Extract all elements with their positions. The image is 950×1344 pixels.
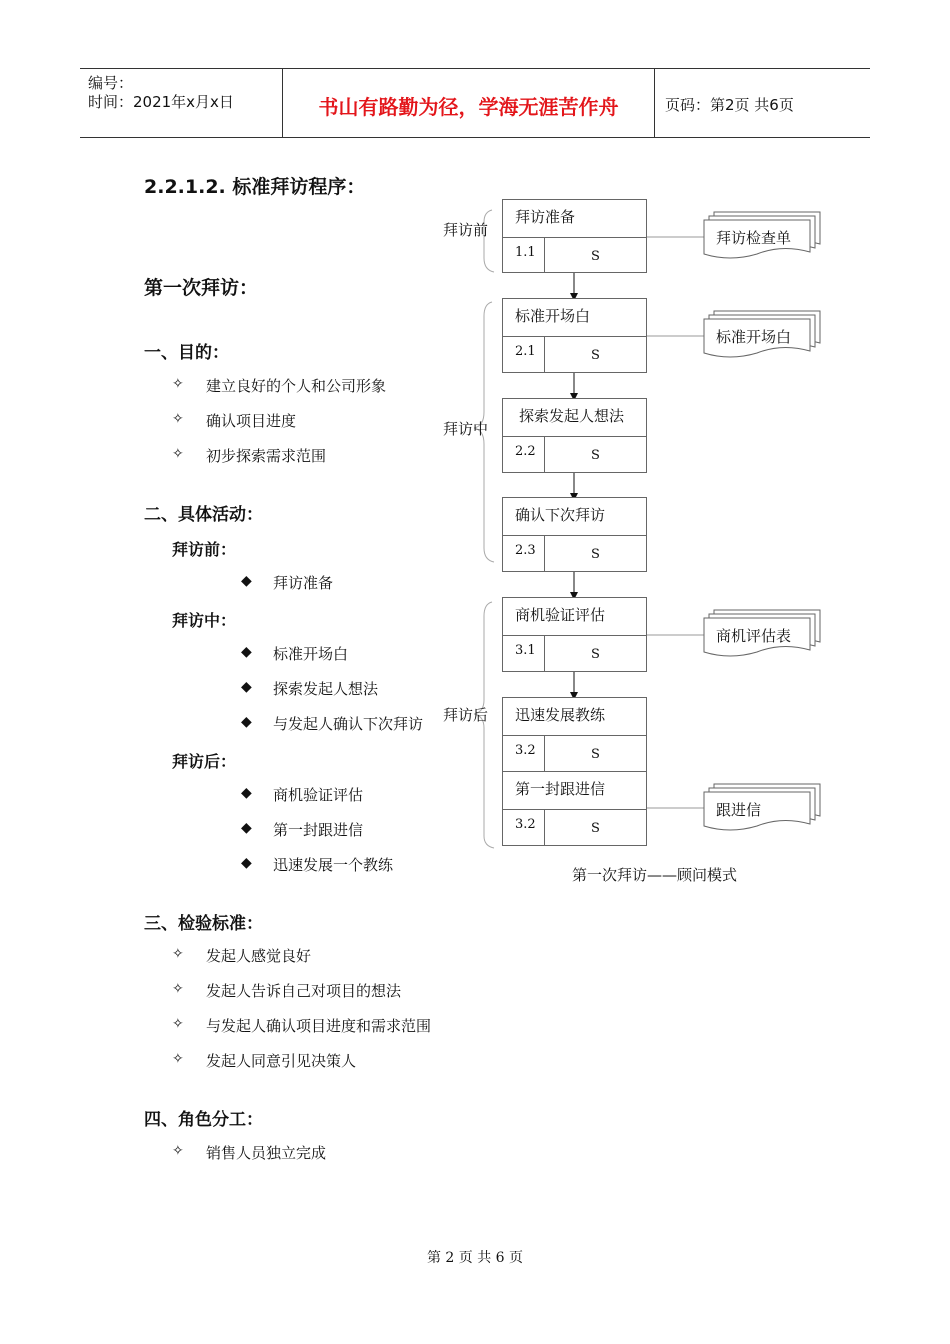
bullet-hollow: ✧	[172, 981, 184, 997]
bullet-hollow: ✧	[172, 1016, 184, 1032]
process-role: S	[591, 348, 600, 363]
bullet-solid: ◆	[241, 644, 252, 660]
bracket-after	[474, 602, 494, 848]
process-box	[502, 298, 647, 373]
process-box	[502, 597, 647, 672]
during-label: 拜访中：	[172, 611, 237, 630]
process-title: 标准开场白	[515, 307, 591, 325]
process-number: 2.3	[515, 543, 536, 558]
bullet-solid: ◆	[241, 573, 252, 589]
number-label: 编号：	[88, 74, 134, 92]
after-item: 第一封跟进信	[273, 821, 364, 839]
bullet-solid: ◆	[241, 855, 252, 871]
process-box	[502, 697, 647, 772]
bullet-hollow: ✧	[172, 946, 184, 962]
during-item: 探索发起人想法	[273, 680, 379, 698]
section-title: 2.2.1.2. 标准拜访程序：	[144, 176, 366, 198]
process-number: 3.2	[515, 743, 536, 758]
process-number: 3.1	[515, 643, 536, 658]
roles-item: 销售人员独立完成	[206, 1144, 327, 1162]
phase-label-after: 拜访后	[443, 706, 489, 724]
standards-item: 发起人感觉良好	[206, 947, 312, 965]
process-number: 1.1	[515, 245, 536, 260]
bullet-solid: ◆	[241, 679, 252, 695]
process-title: 确认下次拜访	[515, 506, 606, 524]
first-visit-title: 第一次拜访：	[144, 277, 259, 299]
standards-item: 与发起人确认项目进度和需求范围	[206, 1017, 432, 1035]
motto: 书山有路勤为径，学海无涯苦作舟	[318, 95, 619, 119]
after-item: 迅速发展一个教练	[273, 856, 394, 874]
activities-heading: 二、具体活动：	[144, 505, 263, 525]
after-label: 拜访后：	[172, 752, 237, 771]
process-box	[502, 497, 647, 572]
process-title: 拜访准备	[515, 208, 576, 226]
process-title: 迅速发展教练	[515, 706, 606, 724]
bullet-solid: ◆	[241, 785, 252, 801]
process-role: S	[591, 249, 600, 264]
process-box	[502, 771, 647, 846]
roles-heading: 四、角色分工：	[144, 1110, 263, 1130]
document-label: 标准开场白	[716, 328, 792, 346]
process-title: 探索发起人想法	[519, 407, 625, 425]
phase-label-during: 拜访中	[443, 420, 489, 438]
bullet-hollow: ✧	[172, 1051, 184, 1067]
process-role: S	[591, 747, 600, 762]
page-label: 页码：第2页 共6页	[665, 96, 794, 114]
bullet-solid: ◆	[241, 820, 252, 836]
purpose-heading: 一、目的：	[144, 343, 229, 363]
page-footer: 第 2 页 共 6 页	[426, 1250, 524, 1266]
standards-item: 发起人告诉自己对项目的想法	[206, 982, 402, 1000]
flowchart-caption: 第一次拜访——顾问模式	[572, 866, 738, 884]
purpose-item: 确认项目进度	[206, 412, 297, 430]
purpose-item: 建立良好的个人和公司形象	[206, 377, 387, 395]
process-number: 2.2	[515, 444, 536, 459]
process-role: S	[591, 821, 600, 836]
process-title: 第一封跟进信	[515, 780, 606, 798]
document-label: 跟进信	[716, 801, 762, 819]
phase-label-before: 拜访前	[443, 221, 489, 239]
bullet-hollow: ✧	[172, 411, 184, 427]
standards-heading: 三、检验标准：	[144, 914, 263, 934]
process-number: 2.1	[515, 344, 536, 359]
bullet-hollow: ✧	[172, 446, 184, 462]
bullet-hollow: ✧	[172, 376, 184, 392]
standards-item: 发起人同意引见决策人	[206, 1052, 357, 1070]
during-item: 标准开场白	[273, 645, 349, 663]
process-number: 3.2	[515, 817, 536, 832]
document-label: 拜访检查单	[716, 229, 792, 247]
process-role: S	[591, 647, 600, 662]
process-role: S	[591, 448, 600, 463]
before-item: 拜访准备	[273, 574, 334, 592]
purpose-item: 初步探索需求范围	[206, 447, 327, 465]
before-label: 拜访前：	[172, 540, 237, 559]
process-role: S	[591, 547, 600, 562]
document-label: 商机评估表	[716, 627, 792, 645]
after-item: 商机验证评估	[273, 786, 364, 804]
during-item: 与发起人确认下次拜访	[273, 715, 424, 733]
process-title: 商机验证评估	[515, 606, 606, 624]
date-label: 时间：2021年x月x日	[88, 93, 234, 111]
bullet-solid: ◆	[241, 714, 252, 730]
process-box	[502, 199, 647, 273]
bullet-hollow: ✧	[172, 1143, 184, 1159]
process-box	[502, 398, 647, 473]
